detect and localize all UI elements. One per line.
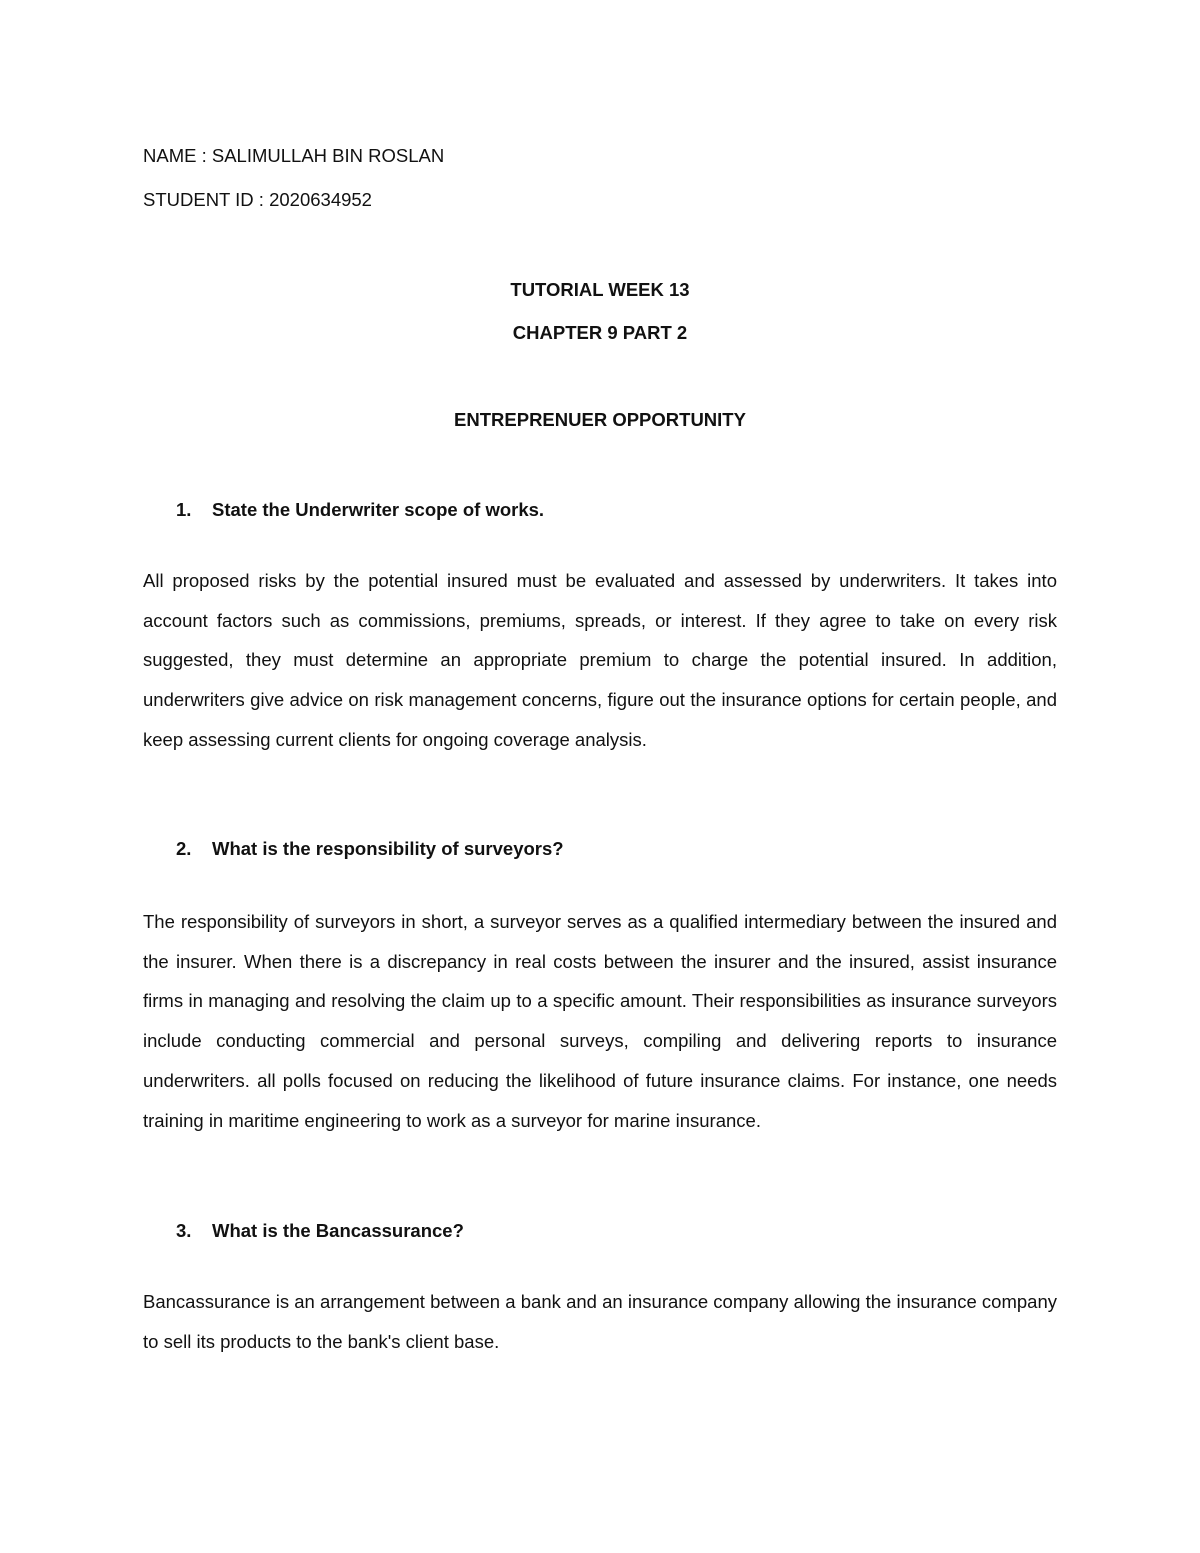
question-text: State the Underwriter scope of works.	[212, 499, 545, 520]
question-text: What is the Bancassurance?	[212, 1220, 464, 1241]
answer-3: Bancassurance is an arrangement between a bank and an insurance company allowing the insurance company to sell its products to the bank's client base.	[143, 1291, 1057, 1352]
chapter-title: CHAPTER 9 PART 2	[512, 322, 688, 343]
question-1	[176, 499, 544, 521]
question-number: 2.	[176, 838, 192, 859]
question-3	[176, 1220, 464, 1242]
student-name: NAME : SALIMULLAH BIN ROSLAN	[143, 145, 445, 166]
question-text: What is the responsibility of surveyors?	[212, 838, 564, 859]
question-2	[176, 838, 564, 860]
tutorial-title: TUTORIAL WEEK 13	[510, 279, 690, 300]
student-id: STUDENT ID : 2020634952	[143, 189, 372, 210]
question-number: 3.	[176, 1220, 192, 1241]
answer-2: The responsibility of surveyors in short, a surveyor serves as a qualified intermediary between the insured and the insurer. When there is a discrepancy in real costs between the insurer and the insured, assist insurance firms in managing and resolving the claim up to a specific amount. Their responsibilities as insurance surveyors include conducting commercial and personal surveys, compiling and delivering reports to insurance underwriters. all polls focused on reducing the likelihood of future insurance claims. For instance, one needs training in maritime engineering to work as a surveyor for marine insurance.	[143, 911, 1057, 1131]
topic-title: ENTREPRENUER OPPORTUNITY	[454, 409, 746, 430]
answer-1: All proposed risks by the potential insured must be evaluated and assessed by underwriters. It takes into account factors such as commissions, premiums, spreads, or interest. If they agree to take on every risk suggested, they must determine an appropriate premium to charge the potential insured. In addition, underwriters give advice on risk management concerns, figure out the insurance options for certain people, and keep assessing current clients for ongoing coverage analysis.	[143, 570, 1057, 750]
question-number: 1.	[176, 499, 192, 520]
